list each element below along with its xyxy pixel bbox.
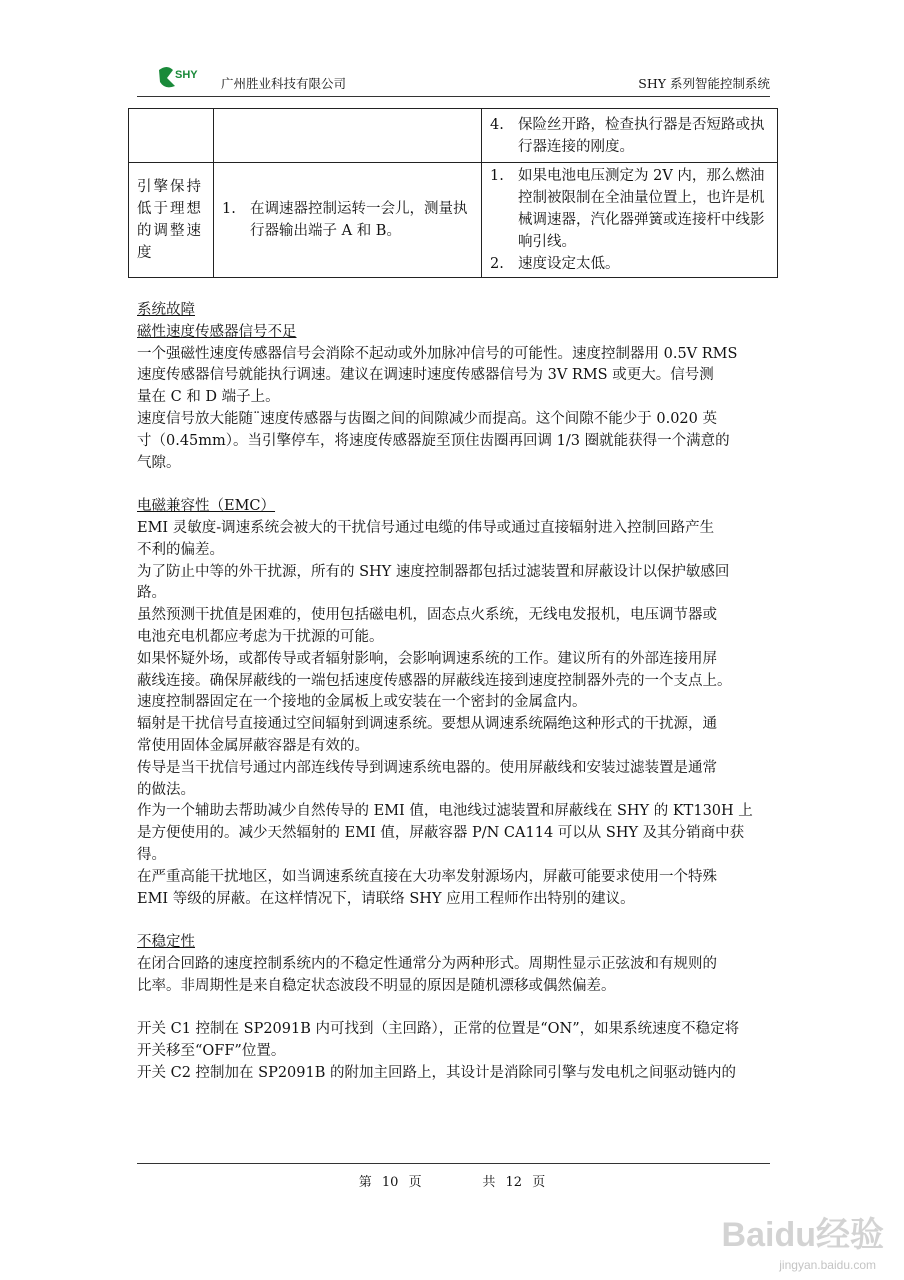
underlined-text: 不稳定性 <box>137 934 195 951</box>
text-line: 开关移至“OFF”位置。 <box>137 1043 286 1060</box>
text-line: 是方便使用的。减少天然辐射的 EMI 值，屏蔽容器 P/N CA114 可以从 SHY 及其分销商中获 <box>137 825 745 842</box>
symptom-cell: 引擎保持低于理想的调整速度 <box>129 163 214 278</box>
text-line: 辐射是干扰信号直接通过空间辐射到调速系统。要想从调速系统隔绝这种形式的干扰源，通 <box>137 716 717 733</box>
total-pages: 共 12 页 <box>482 1175 546 1190</box>
text-line: 蔽线连接。确保屏蔽线的一端包括速度传感器的屏蔽线连接到速度控制器外壳的一个支点上。 <box>137 672 732 689</box>
paragraph <box>137 758 777 802</box>
system-name: SHY 系列智能控制系统 <box>638 76 770 91</box>
paragraph <box>137 649 777 693</box>
paragraph <box>137 714 777 758</box>
item-text: 速度设定太低。 <box>518 256 620 272</box>
item-number: 2. <box>490 256 504 272</box>
paragraph <box>137 605 777 649</box>
cause-cell <box>482 163 778 278</box>
text-line: 作为一个辅助去帮助减少自然传导的 EMI 值，电池线过滤装置和屏蔽线在 SHY 的 KT130H 上 <box>137 803 753 820</box>
section-heading <box>137 496 777 518</box>
underlined-text: 电磁兼容性（EMC） <box>137 498 276 515</box>
text-line: 速度传感器信号就能执行调速。建议在调速时速度传感器信号为 3V RMS 或更大。信号测 <box>137 367 714 384</box>
text-line: 路。 <box>137 585 166 602</box>
page-header <box>137 62 770 97</box>
text-line: 量在 C 和 D 端子上。 <box>137 389 280 406</box>
paragraph <box>137 954 777 998</box>
item-text: 如果电池电压测定为 2V 内，那么燃油控制被限制在全油量位置上，也许是机械调速器，汽化器弹簧或连接杆中线影响引线。 <box>518 168 765 250</box>
text-line: 开关 C2 控制加在 SP2091B 的附加主回路上，其设计是消除同引擎与发电机之间驱动链内的 <box>137 1064 736 1081</box>
symptom-cell <box>129 109 214 163</box>
watermark-logo: Baidu经验 <box>721 1216 884 1254</box>
text-line: 传导是当干扰信号通过内部连线传导到调速系统电器的。使用屏蔽线和安装过滤装置是通常 <box>137 759 717 776</box>
text-line: 一个强磁性速度传感器信号会消除不起动或外加脉冲信号的可能性。速度控制器用 0.5V RMS <box>137 345 738 362</box>
item-text: 保险丝开路，检查执行器是否短路或执行器连接的刚度。 <box>518 116 765 155</box>
text-line: EMI 等级的屏蔽。在这样情况下，请联络 SHY 应用工程师作出特别的建议。 <box>137 890 635 907</box>
list-item <box>490 253 769 275</box>
table-row <box>129 109 778 163</box>
text-line <box>137 322 777 344</box>
paragraph <box>137 344 777 409</box>
check-cell <box>214 109 482 163</box>
text-line: 的做法。 <box>137 781 195 798</box>
text-line: 速度控制器固定在一个接地的金属板上或安装在一个密封的金属盒内。 <box>137 694 587 711</box>
blank-line <box>137 474 777 496</box>
text-line: 如果怀疑外场，或都传导或者辐射影响，会影响调速系统的工作。建议所有的外部连接用屏 <box>137 650 717 667</box>
list-item <box>490 114 769 158</box>
text-line: 不利的偏差。 <box>137 541 224 558</box>
text-line: 寸（0.45mm）。当引擎停车，将速度传感器旋至顶住齿圈再回调 1/3 圈就能获得一个满意的 <box>137 432 730 449</box>
list-item <box>222 198 473 242</box>
text-line: 电池充电机都应考虑为干扰源的可能。 <box>137 628 384 645</box>
cause-cell <box>482 109 778 163</box>
blank-line <box>137 910 777 932</box>
check-cell <box>214 163 482 278</box>
footer-rule <box>137 1163 770 1164</box>
text-line: 比率。非周期性是来自稳定状态波段不明显的原因是随机漂移或偶然偏差。 <box>137 977 616 994</box>
blank-line <box>137 998 777 1020</box>
text-line: 常使用固体金属屏蔽容器是有效的。 <box>137 737 369 754</box>
underlined-text: 磁性速度传感器信号不足 <box>137 323 297 340</box>
text-line: 虽然预测干扰值是困难的，使用包括磁电机，固态点火系统，无线电发报机，电压调节器或 <box>137 607 717 624</box>
paragraph <box>137 1063 777 1085</box>
item-number: 4. <box>490 116 504 133</box>
text-line: 在严重高能干扰地区，如当调速系统直接在大功率发射源场内，屏蔽可能要求使用一个特殊 <box>137 868 717 885</box>
troubleshooting-table <box>128 108 778 278</box>
underlined-text: 系统故障 <box>137 302 195 318</box>
text-line: 在闭合回路的速度控制系统内的不稳定性通常分为两种形式。周期性显示正弦波和有规则的 <box>137 955 717 972</box>
text-line <box>137 300 777 322</box>
text-line: 开关 C1 控制在 SP2091B 内可找到（主回路），正常的位置是“ON”，如果系统速度不稳定将 <box>137 1021 740 1038</box>
paragraph <box>137 518 777 562</box>
text-line <box>137 932 777 954</box>
watermark-url: jingyan.baidu.com <box>779 1258 876 1272</box>
paragraph <box>137 562 777 606</box>
list-item <box>490 165 769 253</box>
text-line: 速度信号放大能随¨速度传感器与齿圈之间的间隙减少而提高。这个间隙不能少于 0.020 英 <box>137 410 717 427</box>
item-text: 在调速器控制运转一会儿，测量执行器输出端子 A 和 B。 <box>250 201 468 239</box>
text-line <box>137 496 777 518</box>
section-heading <box>137 300 777 322</box>
item-number: 1. <box>490 168 504 184</box>
logo-text: SHY <box>175 69 198 81</box>
text-line: 得。 <box>137 846 166 863</box>
document-body <box>137 300 777 1085</box>
paragraph <box>137 1019 777 1063</box>
section-heading <box>137 322 777 344</box>
text-line: EMI 灵敏度-调速系统会被大的干扰信号通过电缆的伟导或通过直接辐射进入控制回路产生 <box>137 519 715 536</box>
paragraph <box>137 409 777 474</box>
current-page: 第 10 页 <box>358 1175 422 1190</box>
company-name: 广州胜业科技有限公司 <box>221 76 347 91</box>
paragraph <box>137 867 777 911</box>
paragraph <box>137 692 777 714</box>
table-row <box>129 163 778 278</box>
page-number <box>0 1171 904 1190</box>
text-line: 为了防止中等的外干扰源，所有的 SHY 速度控制器都包括过滤装置和屏蔽设计以保护敏感回 <box>137 563 730 580</box>
paragraph <box>137 801 777 866</box>
section-heading <box>137 932 777 954</box>
item-number: 1. <box>222 201 236 217</box>
text-line: 气隙。 <box>137 454 181 471</box>
